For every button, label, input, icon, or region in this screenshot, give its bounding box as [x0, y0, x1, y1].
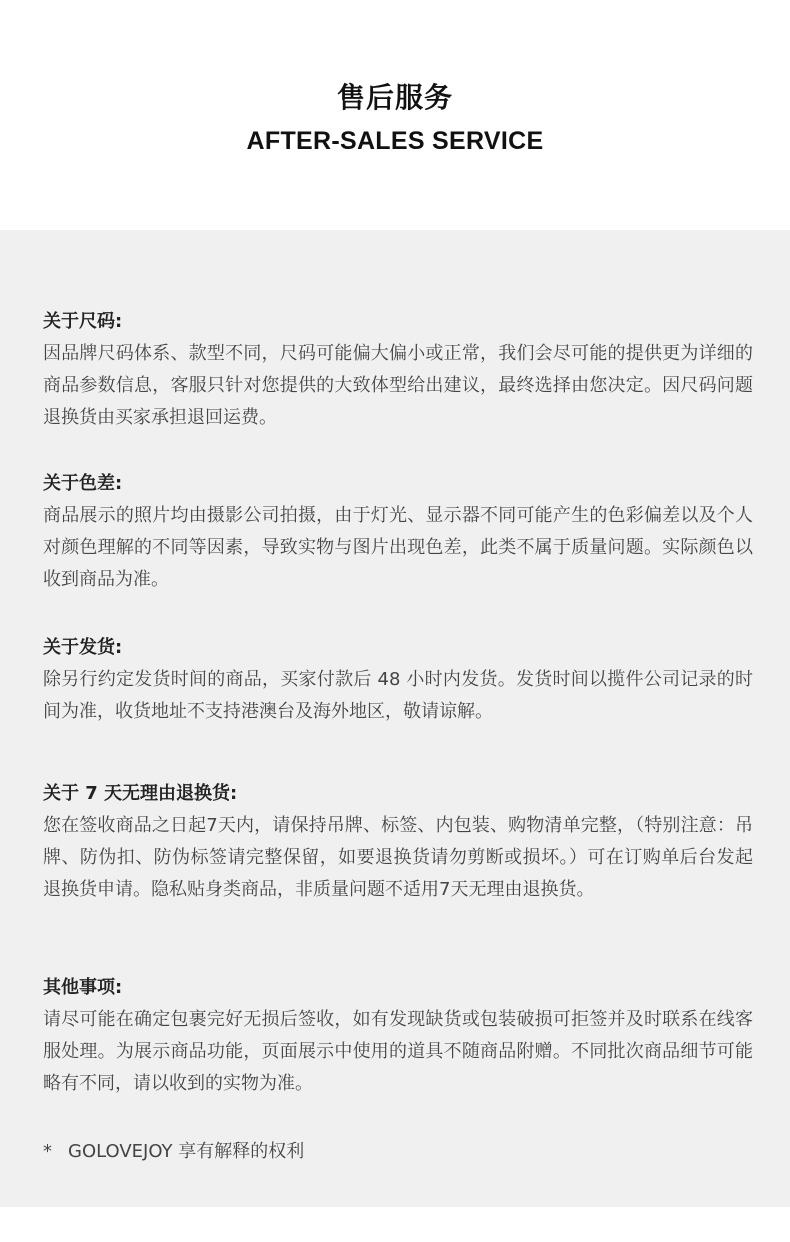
section-title: 其他事项:: [43, 977, 123, 998]
section-title: 关于 7 天无理由退换货:: [43, 783, 238, 804]
section-body: 请尽可能在确定包裹完好无损后签收，如有发现缺货或包装破损可拒签并及时联系在线客服处理。为展示商品功能，页面展示中使用的道具不随商品附赠。不同批次商品细节可能略有不同，请以收到的实物为准。: [43, 1009, 753, 1094]
section-shipping: [43, 632, 753, 728]
page-title: 售后服务: [336, 81, 453, 114]
section-size: [43, 306, 753, 434]
footnote-marker: *: [43, 1141, 52, 1162]
section-title: 关于发货:: [43, 637, 123, 658]
section-body: 您在签收商品之日起7天内，请保持吊牌、标签、内包装、购物清单完整，（特别注意：吊牌、防伪扣、防伪标签请完整保留，如要退换货请勿剪断或损坏。）可在订购单后台发起退换货申请。隐私贴身类商品，非质量问题不适用7天无理由退换货。: [43, 815, 753, 900]
footnote: [43, 1136, 753, 1168]
section-body: 除另行约定发货时间的商品，买家付款后 48 小时内发货。发货时间以揽件公司记录的时间为准，收货地址不支持港澳台及海外地区，敬请谅解。: [43, 669, 753, 722]
section-other: [43, 972, 753, 1100]
section-7day-return: [43, 778, 753, 906]
section-color-difference: [43, 468, 753, 596]
page-subtitle: AFTER-SALES SERVICE: [246, 127, 544, 155]
section-body: 商品展示的照片均由摄影公司拍摄，由于灯光、显示器不同可能产生的色彩偏差以及个人对颜色理解的不同等因素，导致实物与图片出现色差，此类不属于质量问题。实际颜色以收到商品为准。: [43, 505, 753, 590]
footer-space: [0, 1207, 790, 1242]
section-title: 关于尺码:: [43, 311, 123, 332]
section-title: 关于色差:: [43, 473, 123, 494]
section-body: 因品牌尺码体系、款型不同，尺码可能偏大偏小或正常，我们会尽可能的提供更为详细的商品参数信息，客服只针对您提供的大致体型给出建议，最终选择由您决定。因尺码问题退换货由买家承担退回运费。: [43, 343, 753, 428]
footnote-text: GOLOVEJOY 享有解释的权利: [68, 1141, 305, 1162]
page-header: [0, 0, 790, 230]
